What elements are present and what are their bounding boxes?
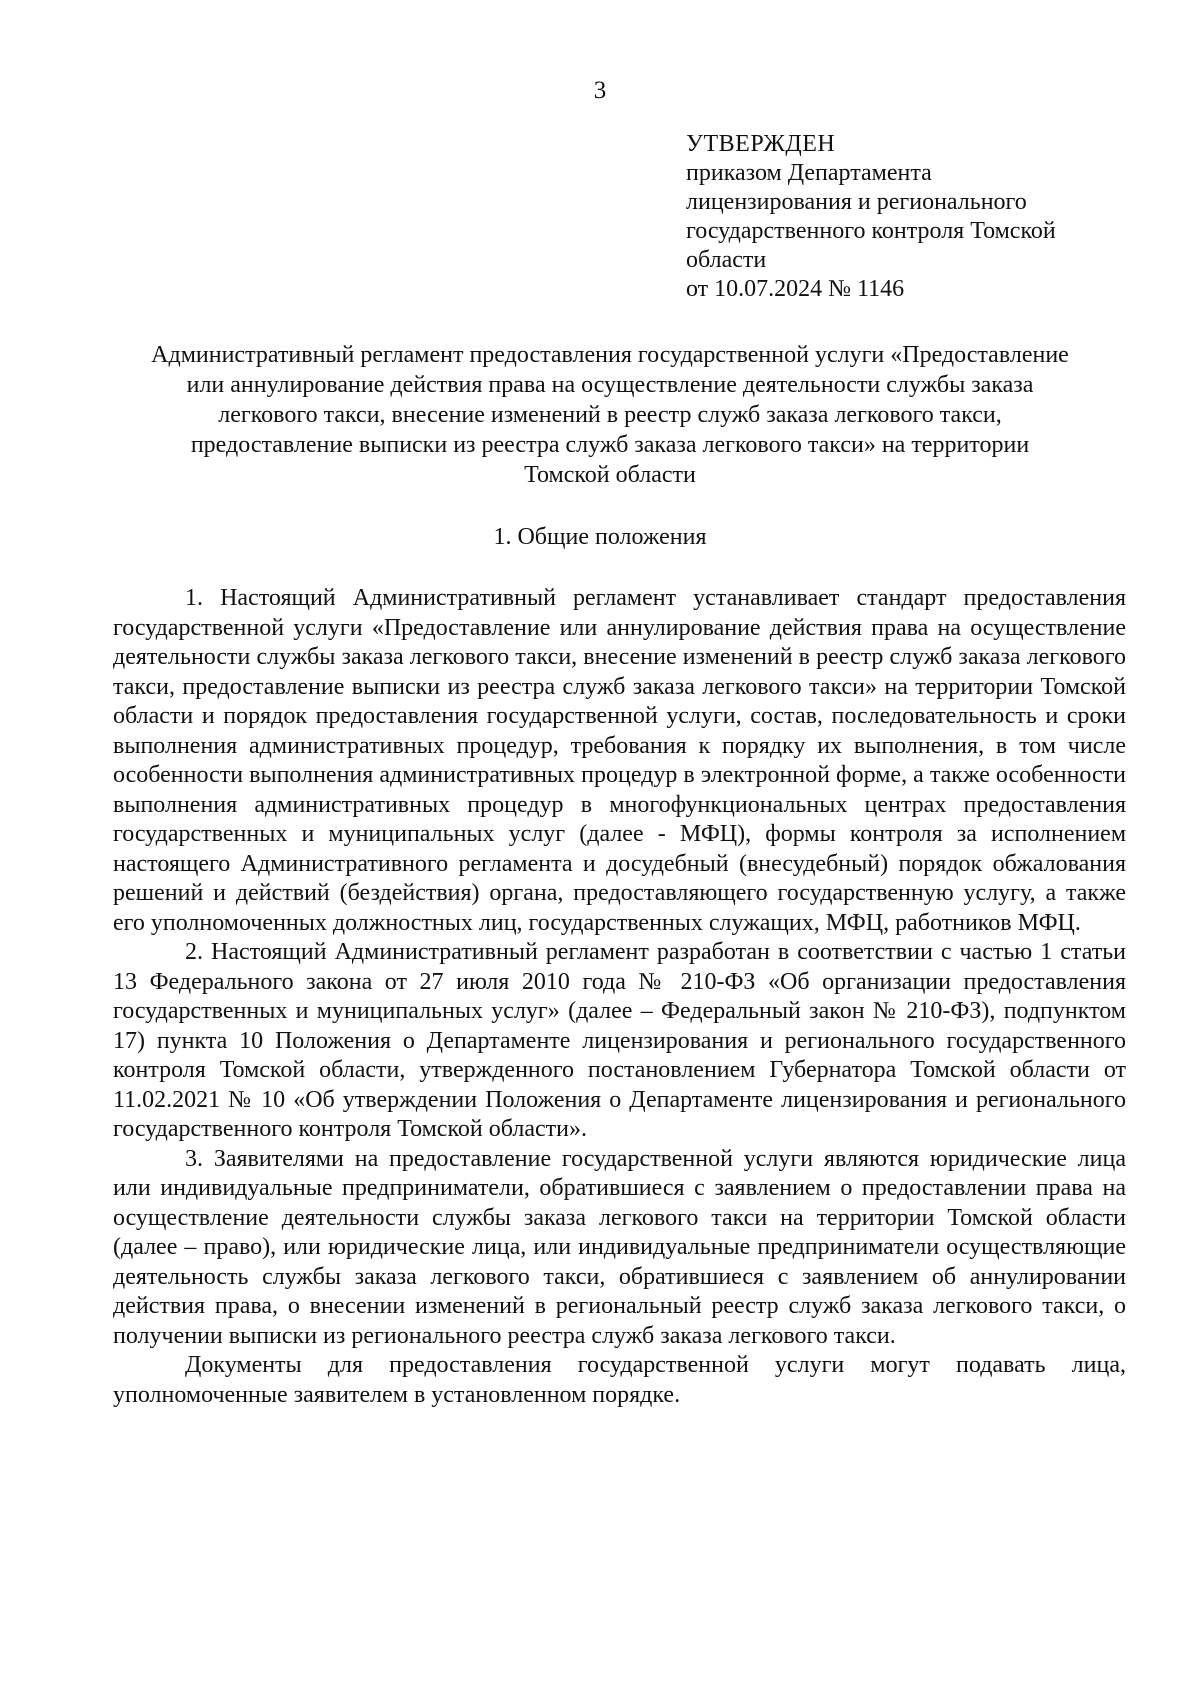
section-heading: 1. Общие положения <box>493 524 707 550</box>
title-line: или аннулирование действия права на осуществление деятельности службы заказа <box>186 372 1034 398</box>
paragraph-2: 2. Настоящий Административный регламент разработан в соответствии с частью 1 статьи 13 Федерального закона от 27 июля 2010 года № 210-ФЗ «Об организации предоставления государственных и муниципальных услуг» (далее – Федеральный закон № 210-ФЗ), подпунктом 17) пункта 10 Положения о Департаменте лицензирования и регионального государственного контроля Томской области, утвержденного постановлением Губернатора Томской области от 11.02.2021 № 10 «Об утверждении Положения о Департаменте лицензирования и регионального государственного контроля Томской области». <box>113 939 1126 1142</box>
paragraph-3: 3. Заявителями на предоставление государственной услуги являются юридические лица или индивидуальные предприниматели, обратившиеся с заявлением о предоставлении права на осуществление деятельности службы заказа легкового такси на территории Томской области (далее – право), или юридические лица, или индивидуальные предприниматели осуществляющие деятельность службы заказа легкового такси, обратившиеся с заявлением об аннулировании действия права, о внесении изменений в региональный реестр служб заказа легкового такси, о получении выписки из регионального реестра служб заказа легкового такси. <box>113 1145 1126 1349</box>
title-line: легкового такси, внесение изменений в реестр служб заказа легкового такси, <box>218 402 1002 428</box>
page-number: 3 <box>593 77 607 104</box>
approval-date-number: от 10.07.2024 № 1146 <box>686 276 905 302</box>
paragraph-1: 1. Настоящий Административный регламент устанавливает стандарт предоставления государственной услуги «Предоставление или аннулирование действия права на осуществление деятельности службы заказа легкового такси, внесение изменений в реестр служб заказа легкового такси, предоставление выписки из реестра служб заказа легкового такси» на территории Томской области и порядок предоставления государственной услуги, состав, последовательность и сроки выполнения административных процедур, требования к порядку их выполнения, в том числе особенности выполнения административных процедур в электронной форме, а также особенности выполнения административных процедур в многофункциональных центрах предоставления государственных и муниципальных услуг (далее - МФЦ), формы контроля за исполнением настоящего Административного регламента и досудебный (внесудебный) порядок обжалования решений и действий (бездействия) органа, предоставляющего государственную услугу, а также его уполномоченных должностных лиц, государственных служащих, МФЦ, работников МФЦ. <box>113 585 1126 936</box>
title-line: Административный регламент предоставления государственной услуги «Предоставление <box>151 342 1069 368</box>
title-line: предоставление выписки из реестра служб заказа легкового такси» на территории <box>190 432 1030 458</box>
document-title <box>110 340 1110 490</box>
approval-line: лицензирования и регионального <box>686 189 1027 215</box>
approval-stamp-block <box>686 130 1126 304</box>
body-text <box>113 584 1126 1410</box>
approval-heading: УТВЕРЖДЕН <box>686 131 836 157</box>
approval-line: приказом Департамента <box>686 160 932 186</box>
approval-line: государственного контроля Томской <box>686 218 1056 244</box>
approval-line: области <box>686 247 767 273</box>
paragraph-4: Документы для предоставления государственной услуги могут подавать лица, уполномоченные заявителем в установленном порядке. <box>113 1352 1126 1408</box>
title-line: Томской области <box>524 462 696 488</box>
